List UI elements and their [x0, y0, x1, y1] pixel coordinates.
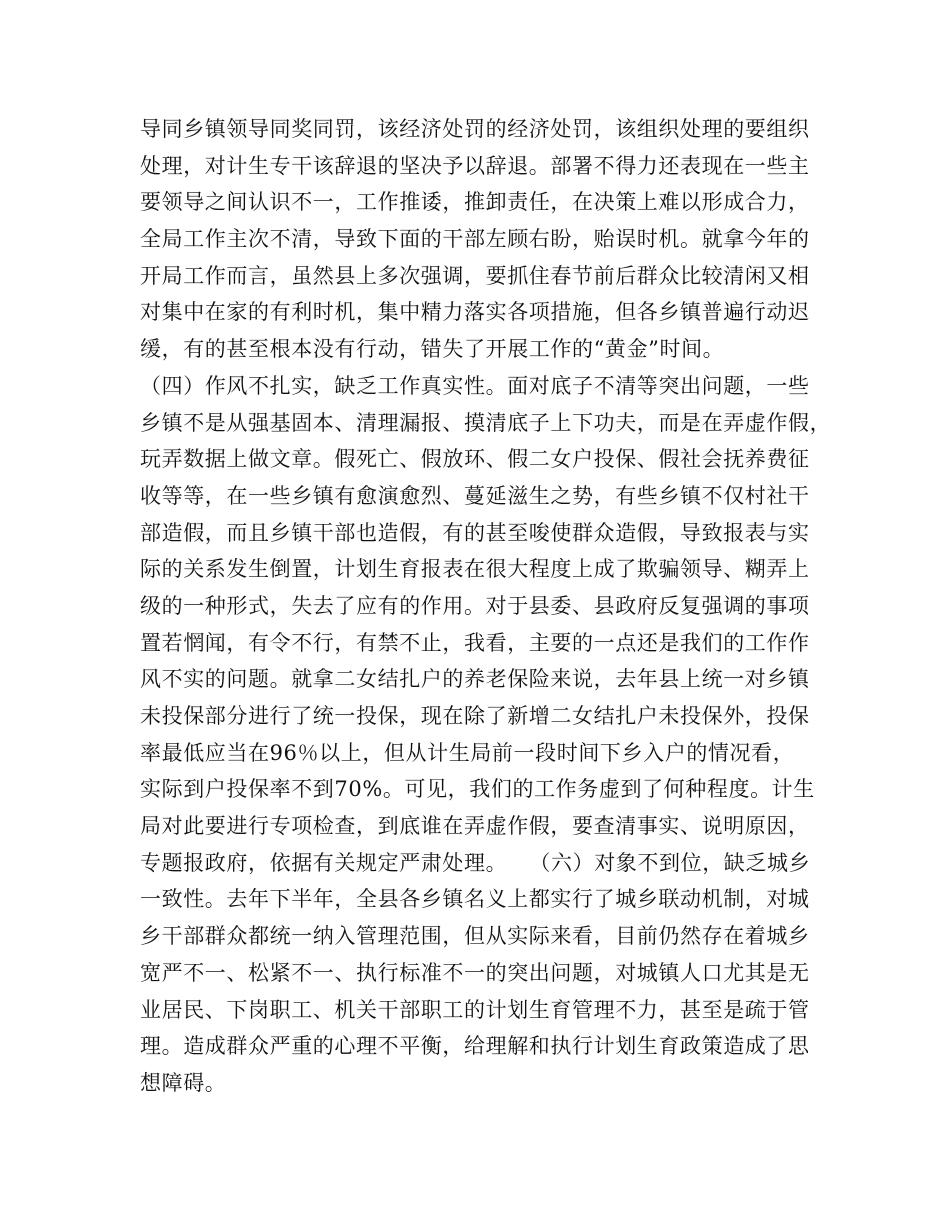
text-line: 收等等，在一些乡镇有愈演愈烈、蔓延滋生之势，有些乡镇不仅村社干 [140, 483, 810, 508]
text-line: 处理，对计生专干该辞退的坚决予以辞退。部署不得力还表现在一些主 [140, 153, 810, 178]
body-text [140, 111, 840, 1102]
text-line: 理。造成群众严重的心理不平衡，给理解和执行计划生育政策造成了思 [140, 1034, 810, 1059]
text-line: 部造假，而且乡镇干部也造假，有的甚至唆使群众造假，导致报表与实 [140, 520, 810, 545]
text-line: 级的一种形式，失去了应有的作用。对于县委、县政府反复强调的事项 [140, 593, 810, 618]
text-line: 玩弄数据上做文章。假死亡、假放环、假二女户投保、假社会抚养费征 [140, 447, 810, 472]
text-line: 一致性。去年下半年，全县各乡镇名义上都实行了城乡联动机制，对城 [140, 887, 810, 912]
text-line: 开局工作而言，虽然县上多次强调，要抓住春节前后群众比较清闲又相 [140, 263, 810, 288]
text-line: 率最低应当在96％以上，但从计生局前一段时间下乡入户的情况看， [140, 740, 795, 765]
text-line: 未投保部分进行了统一投保，现在除了新增二女结扎户未投保外，投保 [140, 704, 810, 728]
text-line: 实际到户投保率不到70%。可见，我们的工作务虚到了何种程度。计生 [140, 777, 815, 802]
text-line: 专题报政府，依据有关规定严肃处理。 （六）对象不到位，缺乏城乡 [140, 850, 811, 875]
text-line: 全局工作主次不清，导致下面的干部左顾右盼，贻误时机。就拿今年的 [140, 227, 810, 252]
text-line: 际的关系发生倒置，计划生育报表在很大程度上成了欺骗领导、糊弄上 [140, 557, 810, 582]
text-line: 想障碍。 [140, 1070, 227, 1095]
text-line: 乡干部群众都统一纳入管理范围，但从实际来看，目前仍然存在着城乡 [140, 924, 810, 949]
text-line: 要领导之间认识不一，工作推诿，推卸责任，在决策上难以形成合力， [140, 190, 810, 215]
text-line: 导同乡镇领导同奖同罚，该经济处罚的经济处罚，该组织处理的要组织 [140, 117, 810, 141]
text-line: 缓，有的甚至根本没有行动，错失了开展工作的“黄金”时间。 [140, 337, 725, 362]
text-line: （四）作风不扎实，缺乏工作真实性。面对底子不清等突出问题，一些 [140, 373, 810, 398]
text-line: 对集中在家的有利时机，集中精力落实各项措施，但各乡镇普遍行动迟 [140, 300, 810, 325]
text-line: 业居民、下岗职工、机关干部职工的计划生育管理不力，甚至是疏于管 [140, 997, 810, 1022]
text-line: 乡镇不是从强基固本、清理漏报、摸清底子上下功夫，而是在弄虚作假， [140, 410, 832, 435]
text-line: 局对此要进行专项检查，到底谁在弄虚作假，要查清事实、说明原因， [140, 814, 810, 839]
text-line: 宽严不一、松紧不一、执行标准不一的突出问题，对城镇人口尤其是无 [140, 960, 810, 985]
text-line: 风不实的问题。就拿二女结扎户的养老保险来说，去年县上统一对乡镇 [140, 667, 810, 692]
text-line: 置若惘闻，有令不行，有禁不止，我看，主要的一点还是我们的工作作 [140, 630, 810, 655]
